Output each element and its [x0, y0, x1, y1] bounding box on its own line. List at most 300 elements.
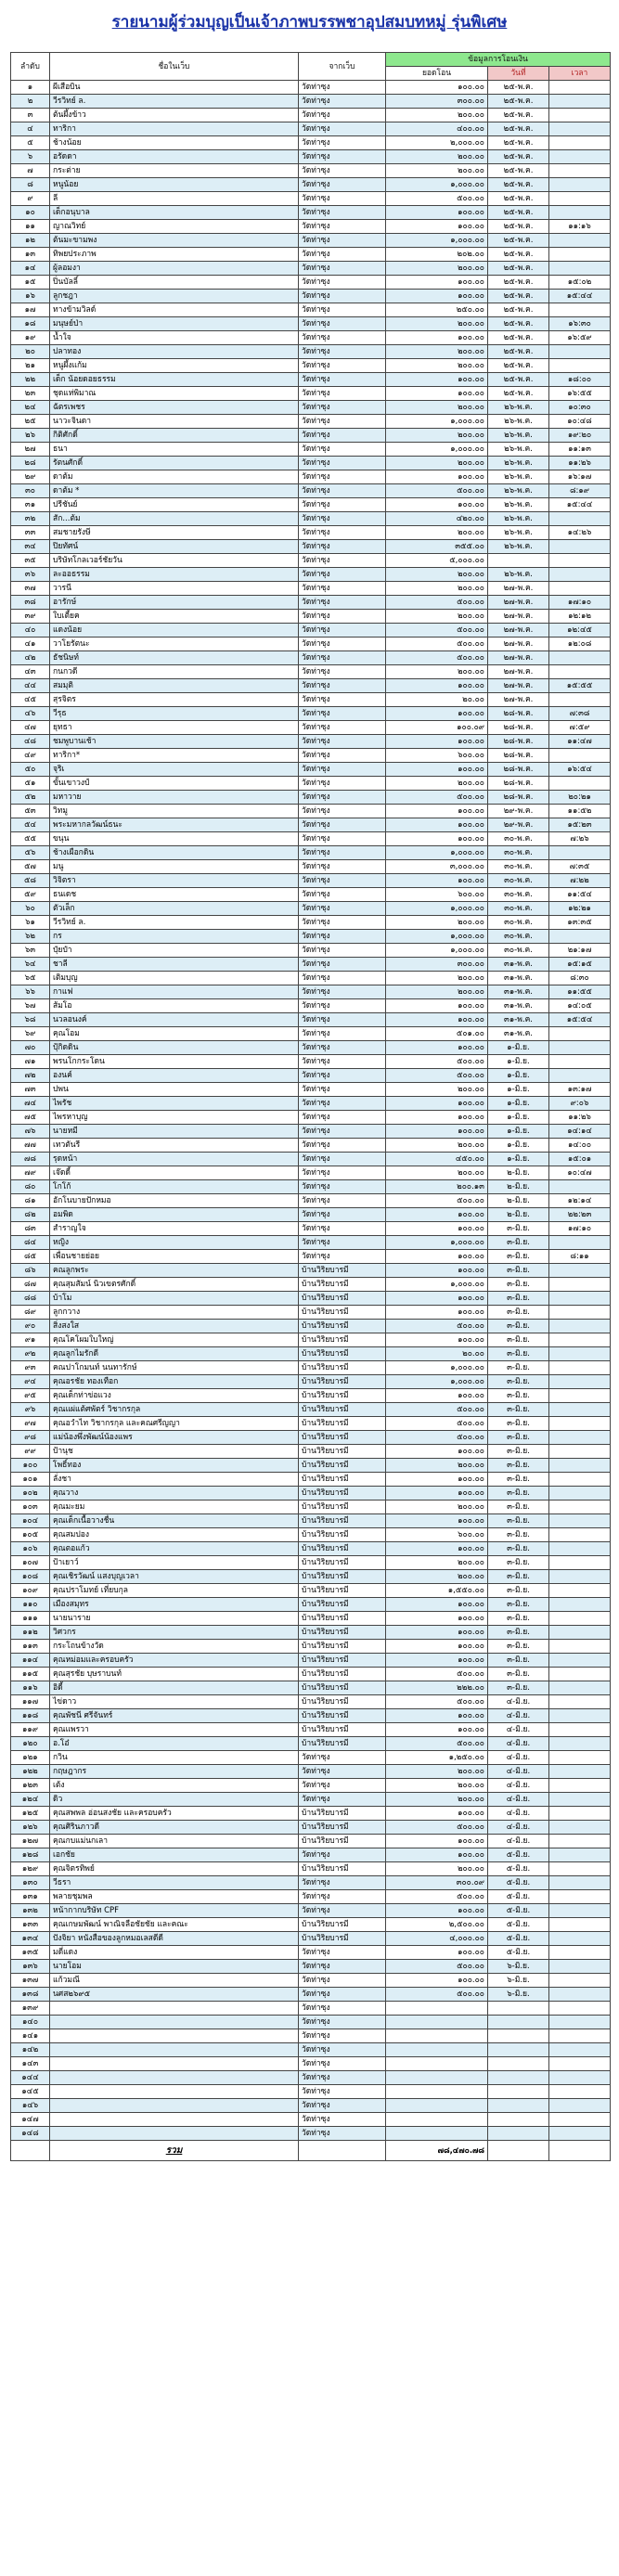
source-site: วัดท่าซุง [299, 1779, 386, 1793]
source-site: บ้านวิริยบารมี [299, 1389, 386, 1403]
table-row [11, 610, 611, 624]
row-number: ๖๔ [11, 958, 50, 972]
transfer-time [549, 568, 611, 582]
source-site: บ้านวิริยบารมี [299, 1723, 386, 1737]
donor-name: นศส๒๖๙๕ [50, 1988, 299, 2002]
table-row [11, 1598, 611, 1612]
table-row [11, 665, 611, 679]
table-row [11, 109, 611, 122]
source-site: วัดท่าซุง [299, 1250, 386, 1264]
donor-name [50, 2043, 299, 2057]
donor-name: เด็กอนุบาล [50, 206, 299, 220]
source-site: วัดท่าซุง [299, 373, 386, 387]
transfer-time [549, 693, 611, 707]
row-number: ๑๖ [11, 290, 50, 303]
transfer-date: ๒๕-พ.ค. [488, 136, 549, 150]
row-number: ๔๖ [11, 707, 50, 721]
table-row [11, 1111, 611, 1125]
table-row [11, 317, 611, 331]
transfer-amount: ๕๐๐.๐๐ [386, 484, 488, 498]
transfer-time: ๑๗:๑๐ [549, 1222, 611, 1236]
donor-name: กระต่าย [50, 164, 299, 178]
transfer-amount: ๒๐.๐๐ [386, 693, 488, 707]
source-site: วัดท่าซุง [299, 1208, 386, 1222]
donor-name [50, 2085, 299, 2099]
source-site: วัดท่าซุง [299, 1960, 386, 1974]
donor-name: เด็ก น้อยดอยธรรม [50, 373, 299, 387]
transfer-time [549, 1612, 611, 1626]
row-number: ๑๐๓ [11, 1501, 50, 1514]
donor-name: พลายชุมพล [50, 1890, 299, 1904]
source-site: วัดท่าซุง [299, 568, 386, 582]
table-row [11, 2029, 611, 2043]
transfer-amount: ๑๐๐.๐๐ [386, 1598, 488, 1612]
row-number: ๘ [11, 178, 50, 192]
header-time: เวลา [549, 67, 611, 81]
table-row [11, 582, 611, 596]
donor-name: คุณแพรวา [50, 1723, 299, 1737]
source-site: วัดท่าซุง [299, 2071, 386, 2085]
transfer-date: ๑-มิ.ย. [488, 1139, 549, 1153]
table-row [11, 359, 611, 373]
transfer-date: ๓๑-พ.ค. [488, 958, 549, 972]
row-number: ๕๒ [11, 791, 50, 805]
source-site: บ้านวิริยบารมี [299, 1431, 386, 1445]
table-row [11, 1417, 611, 1431]
row-number: ๔๔ [11, 679, 50, 693]
transfer-time [549, 1264, 611, 1278]
row-number: ๑๒๖ [11, 1821, 50, 1835]
table-row [11, 693, 611, 707]
transfer-time [549, 1640, 611, 1654]
transfer-date: ๓๑-พ.ค. [488, 1027, 549, 1041]
transfer-time [549, 303, 611, 317]
row-number: ๑๒๙ [11, 1862, 50, 1876]
row-number: ๕๑ [11, 777, 50, 791]
row-number: ๑๑๒ [11, 1626, 50, 1640]
transfer-date: ๓๑-พ.ค. [488, 999, 549, 1013]
transfer-time [549, 2016, 611, 2029]
transfer-time [549, 1751, 611, 1765]
source-site: วัดท่าซุง [299, 707, 386, 721]
table-row [11, 874, 611, 888]
transfer-time: ๑๕:๐๑ [549, 1153, 611, 1166]
transfer-amount: ๒๐๐.๐๐ [386, 1083, 488, 1097]
transfer-time: ๑๑:๔๗ [549, 735, 611, 749]
source-site: บ้านวิริยบารมี [299, 1264, 386, 1278]
transfer-amount [386, 2029, 488, 2043]
transfer-time [549, 512, 611, 526]
transfer-amount: ๑๐๐.๐๐ [386, 1904, 488, 1918]
transfer-time [549, 2071, 611, 2085]
transfer-date [488, 2099, 549, 2113]
donor-name: นาวะจินดา [50, 415, 299, 429]
table-row [11, 1501, 611, 1514]
row-number: ๑๐๔ [11, 1514, 50, 1528]
transfer-date: ๒๕-พ.ค. [488, 331, 549, 345]
transfer-date: ๒๕-พ.ค. [488, 387, 549, 401]
transfer-amount: ๖๐๐.๐๐ [386, 888, 488, 902]
donor-name: ละออธรรม [50, 568, 299, 582]
transfer-amount: ๕๐๐.๐๐ [386, 1988, 488, 2002]
donor-name: ช้างน้อย [50, 136, 299, 150]
transfer-time [549, 2099, 611, 2113]
table-row [11, 735, 611, 749]
transfer-date: ๒๙-พ.ค. [488, 805, 549, 818]
transfer-time [549, 1904, 611, 1918]
transfer-date: ๒๕-พ.ค. [488, 373, 549, 387]
source-site: วัดท่าซุง [299, 415, 386, 429]
row-number: ๒๐ [11, 345, 50, 359]
donor-name: ผีเสือบิน [50, 81, 299, 95]
transfer-date: ๒๖-พ.ค. [488, 443, 549, 457]
table-row [11, 2099, 611, 2113]
row-number: ๑๒๑ [11, 1751, 50, 1765]
transfer-amount: ๑๐๐.๐๐ [386, 1848, 488, 1862]
source-site: วัดท่าซุง [299, 638, 386, 651]
transfer-time: ๑๑:๒๖ [549, 457, 611, 470]
transfer-amount: ๓๐๐.๐๐ [386, 95, 488, 109]
transfer-amount: ๔๕๐.๐๐ [386, 1153, 488, 1166]
transfer-date: ๑-มิ.ย. [488, 1111, 549, 1125]
row-number: ๓๘ [11, 596, 50, 610]
donor-name: ทาริกา* [50, 749, 299, 763]
transfer-date: ๓-มิ.ย. [488, 1501, 549, 1514]
transfer-time: ๑๒:๐๘ [549, 638, 611, 651]
transfer-amount: ๕๐๐.๐๐ [386, 1403, 488, 1417]
row-number: ๗๓ [11, 1083, 50, 1097]
transfer-amount: ๑๐๐.๐๐ [386, 498, 488, 512]
transfer-time [549, 1389, 611, 1403]
transfer-time [549, 95, 611, 109]
donor-name: คุณสมปอง [50, 1528, 299, 1542]
transfer-amount: ๑๐๐.๐๐ [386, 679, 488, 693]
table-row [11, 985, 611, 999]
transfer-time [549, 1793, 611, 1807]
transfer-amount: ๑๐๐.๐๐ [386, 707, 488, 721]
donor-name: อักโนบายปักหมอ [50, 1194, 299, 1208]
source-site: วัดท่าซุง [299, 1027, 386, 1041]
donor-name: เอกชัย [50, 1848, 299, 1862]
source-site: บ้านวิริยบารมี [299, 1737, 386, 1751]
source-site: วัดท่าซุง [299, 874, 386, 888]
transfer-date: ๒๖-พ.ค. [488, 429, 549, 443]
transfer-amount: ๒๐๐.๐๐ [386, 1765, 488, 1779]
transfer-amount: ๒๐๐.๐๐ [386, 985, 488, 999]
transfer-amount [386, 2113, 488, 2127]
donor-name: อิดี้ [50, 1681, 299, 1695]
table-row [11, 1292, 611, 1306]
transfer-amount: ๑๐๐.๐๐ [386, 470, 488, 484]
transfer-date [488, 2127, 549, 2141]
row-number: ๘๕ [11, 1250, 50, 1264]
table-row [11, 81, 611, 95]
row-number: ๑๓๐ [11, 1876, 50, 1890]
transfer-date: ๒๕-พ.ค. [488, 290, 549, 303]
row-number: ๒๗ [11, 443, 50, 457]
source-site: วัดท่าซุง [299, 109, 386, 122]
transfer-amount: ๒๐๐.๐๐ [386, 777, 488, 791]
transfer-date: ๒๕-พ.ค. [488, 345, 549, 359]
donor-name: ป้าเยาว์ [50, 1556, 299, 1570]
donor-name: หนูผึ้งแก้ม [50, 359, 299, 373]
donor-name: อ.โอ๋ [50, 1737, 299, 1751]
source-site: วัดท่าซุง [299, 2043, 386, 2057]
transfer-amount: ๕๐๐.๐๐ [386, 1821, 488, 1835]
donor-name: คุณสุรชัย บุษราบนท์ [50, 1668, 299, 1681]
donor-name: ขั้นเขาวงป์ [50, 777, 299, 791]
transfer-time [549, 1626, 611, 1640]
table-row [11, 1932, 611, 1946]
transfer-date: ๒๘-พ.ค. [488, 707, 549, 721]
donor-name: ต้นผึ้งข้าว [50, 109, 299, 122]
transfer-date: ๒๖-พ.ค. [488, 457, 549, 470]
total-label: รวม [50, 2141, 299, 2161]
source-site: วัดท่าซุง [299, 2099, 386, 2113]
source-site: บ้านวิริยบารมี [299, 1403, 386, 1417]
transfer-date: ๖-มิ.ย. [488, 1974, 549, 1988]
table-row [11, 248, 611, 262]
source-site: วัดท่าซุง [299, 331, 386, 345]
table-row [11, 1835, 611, 1848]
donor-name: ทาริกา [50, 122, 299, 136]
row-number: ๑๔๔ [11, 2071, 50, 2085]
table-row [11, 1236, 611, 1250]
header-date: วันที่ [488, 67, 549, 81]
transfer-amount: ๑๐๐.๐๐ [386, 1626, 488, 1640]
row-number: ๑๓๓ [11, 1918, 50, 1932]
source-site: วัดท่าซุง [299, 1097, 386, 1111]
source-site: วัดท่าซุง [299, 1848, 386, 1862]
row-number: ๕ [11, 136, 50, 150]
transfer-amount: ๒๐๐.๐๐ [386, 429, 488, 443]
transfer-date: ๔-มิ.ย. [488, 1779, 549, 1793]
transfer-amount: ๑๐๐.๐๐ [386, 1111, 488, 1125]
header-amount: ยอดโอน [386, 67, 488, 81]
source-site: บ้านวิริยบารมี [299, 1320, 386, 1333]
donor-name: คุณวาง [50, 1487, 299, 1501]
source-site: วัดท่าซุง [299, 596, 386, 610]
transfer-date: ๓-มิ.ย. [488, 1584, 549, 1598]
transfer-time [549, 777, 611, 791]
donor-name [50, 2127, 299, 2141]
transfer-amount: ๑๐๐.๐๐ [386, 735, 488, 749]
table-row [11, 1612, 611, 1626]
source-site: บ้านวิริยบารมี [299, 1821, 386, 1835]
transfer-date [488, 2071, 549, 2085]
donor-name: ต้นมะขามพง [50, 234, 299, 248]
row-number: ๘๒ [11, 1208, 50, 1222]
table-row [11, 1514, 611, 1528]
donor-name: ปรีชันย์ [50, 498, 299, 512]
donor-name: กนกวดี [50, 665, 299, 679]
row-number: ๓๐ [11, 484, 50, 498]
source-site: บ้านวิริยบารมี [299, 1807, 386, 1821]
row-number: ๓๒ [11, 512, 50, 526]
donor-name: ยุทธา [50, 721, 299, 735]
table-row [11, 345, 611, 359]
transfer-time: ๑๖:๕๔ [549, 763, 611, 777]
transfer-date [488, 2043, 549, 2057]
transfer-time: ๘:๓๐ [549, 972, 611, 985]
source-site: วัดท่าซุง [299, 248, 386, 262]
transfer-date: ๑-มิ.ย. [488, 1125, 549, 1139]
source-site: วัดท่าซุง [299, 290, 386, 303]
donor-name: มหาวาย [50, 791, 299, 805]
source-site: วัดท่าซุง [299, 2002, 386, 2016]
donor-rows [11, 81, 611, 2141]
table-row [11, 805, 611, 818]
table-row [11, 234, 611, 248]
source-site: วัดท่าซุง [299, 805, 386, 818]
row-number: ๘๖ [11, 1264, 50, 1278]
donor-name: ดาต้ม * [50, 484, 299, 498]
table-row [11, 290, 611, 303]
donor-name: ชาลี [50, 958, 299, 972]
source-site: วัดท่าซุง [299, 443, 386, 457]
table-row [11, 415, 611, 429]
row-number: ๗๗ [11, 1139, 50, 1153]
transfer-amount: ๑๐๐.๐๐ [386, 290, 488, 303]
row-number: ๗๐ [11, 1041, 50, 1055]
row-number: ๑๒๕ [11, 1807, 50, 1821]
row-number: ๑๑๘ [11, 1709, 50, 1723]
transfer-time [549, 1835, 611, 1848]
donor-name: คุณโคโผมใบใหญ่ [50, 1333, 299, 1347]
header-no: ลำดับ [11, 53, 50, 81]
donor-name: ผู้ลอมงา [50, 262, 299, 276]
transfer-time [549, 1292, 611, 1306]
transfer-amount: ๑๐๐.๐๐ [386, 1709, 488, 1723]
transfer-amount: ๒๐๐.๐๐ [386, 401, 488, 415]
table-row [11, 1988, 611, 2002]
source-site: วัดท่าซุง [299, 554, 386, 568]
transfer-time: ๑๔:๑๔ [549, 1125, 611, 1139]
transfer-date: ๔-มิ.ย. [488, 1737, 549, 1751]
row-number: ๑๑ [11, 220, 50, 234]
transfer-time: ๑๑:๑๓ [549, 443, 611, 457]
transfer-date: ๒-มิ.ย. [488, 1208, 549, 1222]
transfer-amount: ๕๐๐.๐๐ [386, 1737, 488, 1751]
donor-name: นายหมี [50, 1125, 299, 1139]
table-row [11, 1681, 611, 1695]
row-number: ๑๒ [11, 234, 50, 248]
table-row [11, 1306, 611, 1320]
source-site: วัดท่าซุง [299, 846, 386, 860]
donor-name: นายโอม [50, 1960, 299, 1974]
donor-name: ปิยทัศน์ [50, 540, 299, 554]
donor-name: ชมพูบานเช้า [50, 735, 299, 749]
row-number: ๑๓๒ [11, 1904, 50, 1918]
transfer-time [549, 1361, 611, 1375]
row-number: ๑๐๕ [11, 1528, 50, 1542]
table-row [11, 1779, 611, 1793]
table-row [11, 1946, 611, 1960]
transfer-date: ๒๕-พ.ค. [488, 178, 549, 192]
row-number: ๑๐๙ [11, 1584, 50, 1598]
transfer-date [488, 2029, 549, 2043]
transfer-time: ๑๕:๒๓ [549, 818, 611, 832]
transfer-amount: ๑,๐๐๐.๐๐ [386, 1278, 488, 1292]
transfer-time [549, 109, 611, 122]
transfer-amount: ๑๐๐.๐๐ [386, 1612, 488, 1626]
donor-name: ปลาทอง [50, 345, 299, 359]
transfer-time: ๑๖:๕๙ [549, 331, 611, 345]
transfer-time [549, 1333, 611, 1347]
row-number: ๙๓ [11, 1361, 50, 1375]
donor-name: ธัชนิษท์ [50, 651, 299, 665]
source-site: วัดท่าซุง [299, 498, 386, 512]
transfer-date: ๓-มิ.ย. [488, 1250, 549, 1264]
donor-name: ธนา [50, 443, 299, 457]
table-row [11, 457, 611, 470]
table-row [11, 1403, 611, 1417]
table-row [11, 262, 611, 276]
transfer-time: ๑๑:๕๒ [549, 805, 611, 818]
transfer-date: ๒๗-พ.ค. [488, 596, 549, 610]
source-site: วัดท่าซุง [299, 122, 386, 136]
table-row [11, 1723, 611, 1737]
table-row [11, 1333, 611, 1347]
donor-name: กฤษฎากร [50, 1765, 299, 1779]
transfer-amount: ๕๐๐.๐๐ [386, 1668, 488, 1681]
transfer-time: ๑๑:๕๔ [549, 888, 611, 902]
row-number: ๑๔๒ [11, 2043, 50, 2057]
transfer-time: ๑๖:๓๐ [549, 317, 611, 331]
source-site: บ้านวิริยบารมี [299, 1612, 386, 1626]
transfer-date: ๕-มิ.ย. [488, 1904, 549, 1918]
source-site: วัดท่าซุง [299, 735, 386, 749]
donor-name: ดาต้ม [50, 470, 299, 484]
table-row [11, 1807, 611, 1821]
source-site: วัดท่าซุง [299, 1180, 386, 1194]
transfer-time [549, 1570, 611, 1584]
source-site: วัดท่าซุง [299, 1083, 386, 1097]
transfer-amount: ๑๐๐.๐๐ [386, 220, 488, 234]
row-number: ๙๕ [11, 1389, 50, 1403]
table-row [11, 1361, 611, 1375]
page-title: รายนามผู้ร่วมบุญเป็นเจ้าภาพบรรพชาอุปสมบทหมู่ รุ่นพิเศษ [111, 13, 508, 32]
transfer-date [488, 2085, 549, 2099]
transfer-date: ๑-มิ.ย. [488, 1041, 549, 1055]
row-number: ๘๐ [11, 1180, 50, 1194]
transfer-date: ๒๕-พ.ค. [488, 164, 549, 178]
donor-name: น้ำใจ [50, 331, 299, 345]
table-row [11, 136, 611, 150]
row-number: ๔๕ [11, 693, 50, 707]
source-site: บ้านวิริยบารมี [299, 1570, 386, 1584]
source-site: วัดท่าซุง [299, 2029, 386, 2043]
row-number: ๘๗ [11, 1278, 50, 1292]
row-number: ๖๖ [11, 985, 50, 999]
transfer-time [549, 1417, 611, 1431]
source-site: บ้านวิริยบารมี [299, 1681, 386, 1695]
source-site: วัดท่าซุง [299, 624, 386, 638]
transfer-time: ๑๗:๑๐ [549, 596, 611, 610]
transfer-amount [386, 2127, 488, 2141]
transfer-amount: ๑,๐๐๐.๐๐ [386, 415, 488, 429]
donor-name: อารักษ์ [50, 596, 299, 610]
source-site: บ้านวิริยบารมี [299, 1375, 386, 1389]
donor-name: แก้วมณี [50, 1974, 299, 1988]
source-site: บ้านวิริยบารมี [299, 1361, 386, 1375]
donor-name: ญาณวิทย์ [50, 220, 299, 234]
transfer-amount: ๑๐๐.๐๐ [386, 818, 488, 832]
transfer-date: ๕-มิ.ย. [488, 1918, 549, 1932]
source-site: วัดท่าซุง [299, 1236, 386, 1250]
transfer-time [549, 1848, 611, 1862]
transfer-date: ๓๑-พ.ค. [488, 985, 549, 999]
